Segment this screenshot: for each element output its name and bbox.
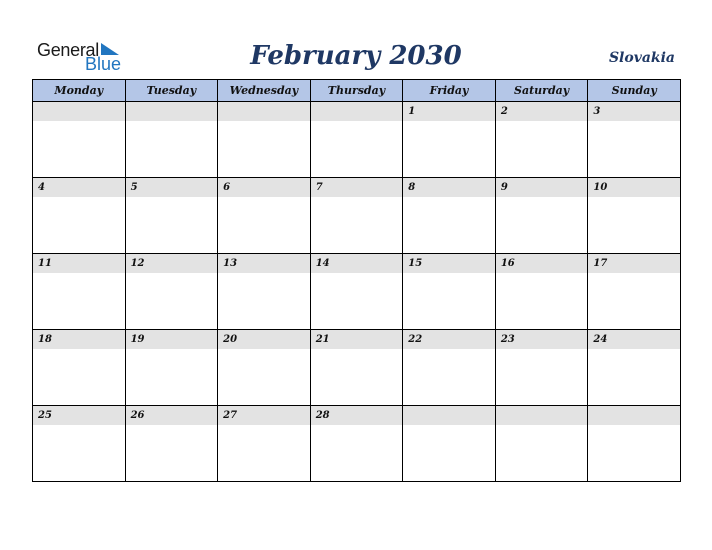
day-cell[interactable] xyxy=(218,254,311,330)
day-cell[interactable] xyxy=(33,102,126,178)
day-number: 12 xyxy=(126,254,218,273)
day-number: 6 xyxy=(218,178,310,197)
day-cell[interactable] xyxy=(218,406,311,482)
day-cell[interactable] xyxy=(588,102,681,178)
day-number: 23 xyxy=(496,330,588,349)
day-number: 3 xyxy=(588,102,680,121)
week-row xyxy=(33,178,681,254)
day-number: 1 xyxy=(403,102,495,121)
weekday-header: Wednesday xyxy=(218,80,311,102)
day-number: 9 xyxy=(496,178,588,197)
day-number: 27 xyxy=(218,406,310,425)
day-cell[interactable] xyxy=(403,178,496,254)
day-cell[interactable] xyxy=(403,406,496,482)
day-cell[interactable] xyxy=(218,330,311,406)
day-cell[interactable] xyxy=(310,330,403,406)
day-number: 15 xyxy=(403,254,495,273)
day-number xyxy=(496,406,588,425)
day-cell[interactable] xyxy=(588,330,681,406)
day-number: 24 xyxy=(588,330,680,349)
day-cell[interactable] xyxy=(33,178,126,254)
day-cell[interactable] xyxy=(125,102,218,178)
day-cell[interactable] xyxy=(310,406,403,482)
day-cell[interactable] xyxy=(218,178,311,254)
day-cell[interactable] xyxy=(218,102,311,178)
week-row xyxy=(33,330,681,406)
day-number: 28 xyxy=(311,406,403,425)
day-number: 18 xyxy=(33,330,125,349)
calendar-title: February 2030 xyxy=(250,41,462,71)
logo-text-blue: Blue xyxy=(85,54,122,74)
day-cell[interactable] xyxy=(495,406,588,482)
day-cell[interactable] xyxy=(310,102,403,178)
day-number xyxy=(126,102,218,121)
weekday-header: Monday xyxy=(33,80,126,102)
day-cell[interactable] xyxy=(588,178,681,254)
day-number: 8 xyxy=(403,178,495,197)
day-number: 20 xyxy=(218,330,310,349)
weekday-header: Thursday xyxy=(310,80,403,102)
day-cell[interactable] xyxy=(495,102,588,178)
weekday-header: Tuesday xyxy=(125,80,218,102)
day-cell[interactable] xyxy=(403,330,496,406)
day-cell[interactable] xyxy=(33,406,126,482)
day-cell[interactable] xyxy=(495,254,588,330)
day-cell[interactable] xyxy=(403,102,496,178)
day-number: 17 xyxy=(588,254,680,273)
day-cell[interactable] xyxy=(125,406,218,482)
day-number: 7 xyxy=(311,178,403,197)
weekday-header: Sunday xyxy=(588,80,681,102)
day-number xyxy=(403,406,495,425)
day-cell[interactable] xyxy=(125,330,218,406)
week-row xyxy=(33,102,681,178)
day-number: 19 xyxy=(126,330,218,349)
week-row xyxy=(33,406,681,482)
day-cell[interactable] xyxy=(33,254,126,330)
week-row xyxy=(33,254,681,330)
day-number: 16 xyxy=(496,254,588,273)
day-number xyxy=(33,102,125,121)
day-number: 14 xyxy=(311,254,403,273)
day-number xyxy=(588,406,680,425)
day-number: 11 xyxy=(33,254,125,273)
day-number: 4 xyxy=(33,178,125,197)
weekday-header: Friday xyxy=(403,80,496,102)
day-number: 13 xyxy=(218,254,310,273)
day-cell[interactable] xyxy=(125,178,218,254)
country-label: Slovakia xyxy=(608,50,675,66)
day-number: 21 xyxy=(311,330,403,349)
calendar-grid xyxy=(32,79,681,482)
day-cell[interactable] xyxy=(588,254,681,330)
day-cell[interactable] xyxy=(403,254,496,330)
day-number: 22 xyxy=(403,330,495,349)
day-cell[interactable] xyxy=(495,330,588,406)
weekday-header: Saturday xyxy=(495,80,588,102)
day-number: 26 xyxy=(126,406,218,425)
weekday-header-row xyxy=(33,80,681,102)
day-number: 25 xyxy=(33,406,125,425)
logo-text-general: General xyxy=(37,40,99,60)
day-number: 2 xyxy=(496,102,588,121)
day-cell[interactable] xyxy=(495,178,588,254)
day-cell[interactable] xyxy=(310,254,403,330)
day-number xyxy=(311,102,403,121)
day-number: 10 xyxy=(588,178,680,197)
day-number xyxy=(218,102,310,121)
day-cell[interactable] xyxy=(125,254,218,330)
day-cell[interactable] xyxy=(310,178,403,254)
day-cell[interactable] xyxy=(33,330,126,406)
day-number: 5 xyxy=(126,178,218,197)
day-cell[interactable] xyxy=(588,406,681,482)
